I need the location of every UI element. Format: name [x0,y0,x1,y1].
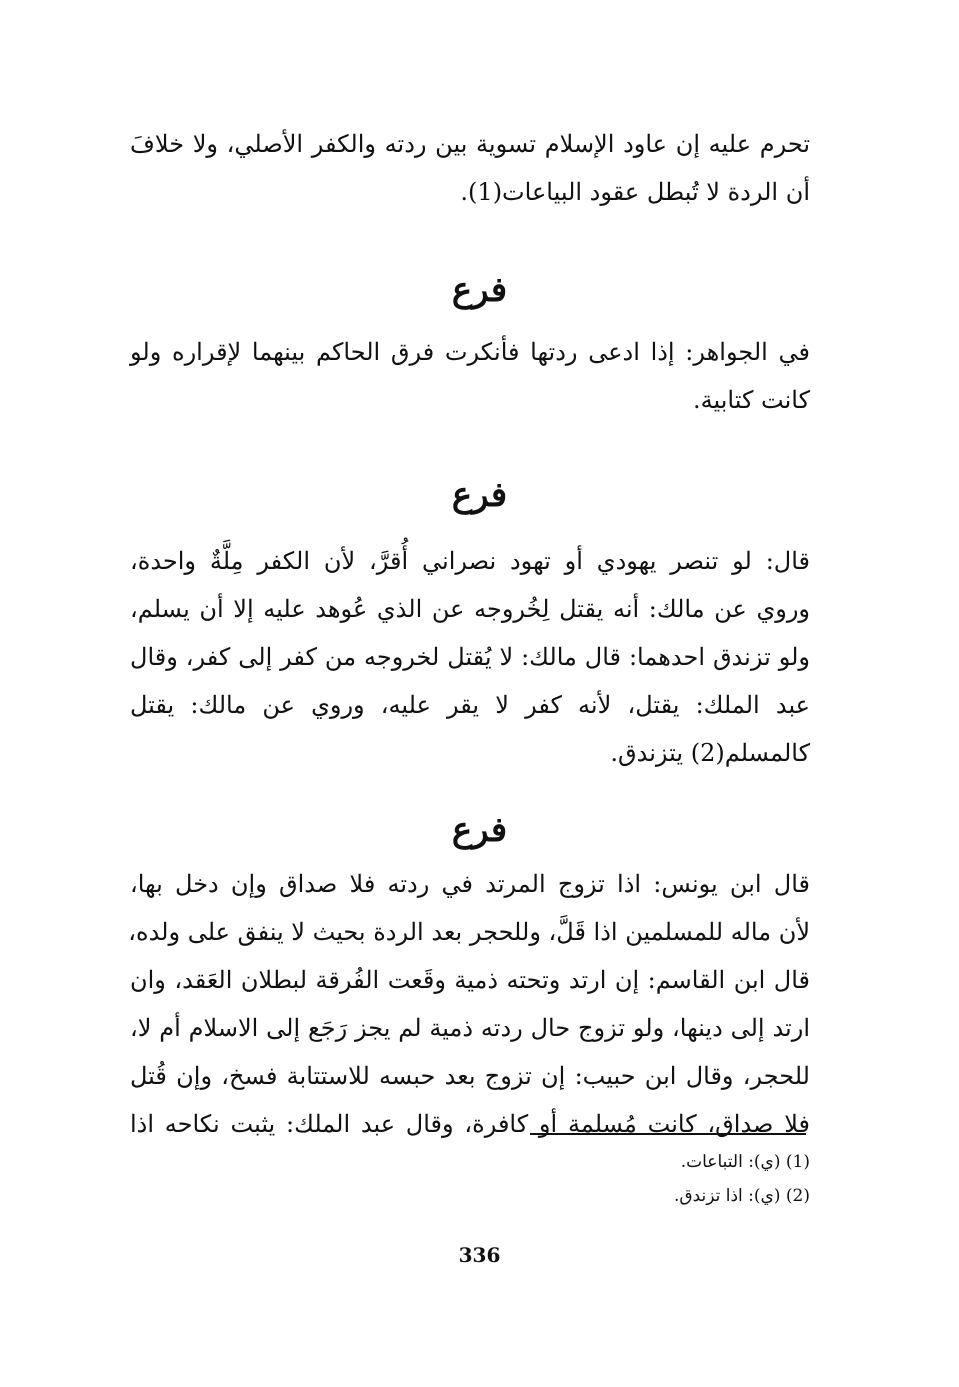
text-line: قال: لو تنصر يهودي أو تهود نصراني أُقرَّ، لأن الكفر مِلَّةٌ واحدة، [130,547,810,575]
paragraph-2 [130,328,810,424]
footnote-2: (2) (ي): اذا تزندق. [674,1186,810,1206]
footnote-divider [530,1133,806,1135]
text-line: ارتد إلى دينها، ولو تزوج حال ردته ذمية لم يجز رَجَع إلى الاسلام أم لا، [130,1014,810,1042]
paragraph-3 [130,537,810,777]
text-line: كانت كتابية. [692,386,810,414]
text-line: أن الردة لا تُبطل عقود البياعات(1). [460,178,810,206]
footnote-1: (1) (ي): التباعات. [680,1152,810,1172]
text-line: تحرم عليه إن عاود الإسلام تسوية بين ردته والكفر الأصلي، ولا خلافَ [130,130,810,158]
section-heading: فرع [451,810,508,850]
text-line: للحجر، وقال ابن حبيب: إن تزوج بعد حبسه للاستتابة فسخ، وإن قُتل [130,1062,810,1090]
page-number: 336 [458,1243,501,1267]
text-line: ولو تزندق احدهما: قال مالك: لا يُقتل لخروجه من كفر إلى كفر، وقال [130,643,810,671]
text-line: قال ابن يونس: اذا تزوج المرتد في ردته فلا صداق وإن دخل بها، [130,870,810,898]
paragraph-1 [130,120,810,216]
text-line: كالمسلم(2) يتزندق. [610,739,810,767]
paragraph-4 [130,860,810,1148]
text-line: في الجواهر: إذا ادعى ردتها فأنكرت فرق الحاكم بينهما لإقراره ولو [130,338,810,366]
section-heading: فرع [451,270,508,310]
text-line: لأن ماله للمسلمين اذا قَلَّ، وللحجر بعد الردة بحيث لا ينفق على ولده، [128,918,810,946]
text-line: قال ابن القاسم: إن ارتد وتحته ذمية وقَعت الفُرقة لبطلان العَقد، وان [130,966,810,994]
text-line: وروي عن مالك: أنه يقتل لِخُروجه عن الذي عُوهد عليه إلا أن يسلم، [130,595,810,623]
section-heading: فرع [451,475,508,515]
text-line: عبد الملك: يقتل، لأنه كفر لا يقر عليه، وروي عن مالك: يقتل [130,691,810,719]
text-line: فلا صداق، كانت مُسلمة أو كافرة، وقال عبد الملك: يثبت نكاحه اذا [130,1110,810,1138]
